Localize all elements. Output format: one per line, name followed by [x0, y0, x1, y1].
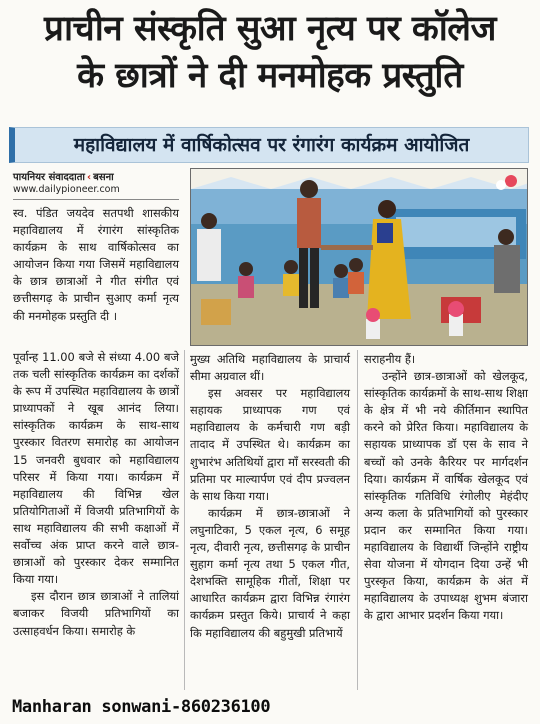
event-photo: [190, 168, 528, 346]
article-paragraph: पूर्वान्ह 11.00 बजे से संध्या 4.00 बजे तक चली सांस्कृतिक कार्यक्रम का दर्शकों के रूप में उपस्थित महाविद्यालय के छात्रों प्राध्यापकों ने खूब आनंद लिया। सांस्कृतिक कार्यक्रम के साथ-साथ पुरस्कार वितरण समारोह का आयोजन 15 जनवरी बुधवार को महाविद्यालय परिसर में किया गया। कार्यक्रम में महाविद्यालय की विभिन्न खेल प्रतियोगिताओं में विजयी प्रतिभागियों के साथ महाविद्यालय की सभी कक्षाओं में सर्वोच्च अंक प्राप्त करने वाले छात्र-छात्राओं को पुरस्कार देकर सम्मानित किया गया।: [13, 350, 179, 587]
column-divider: [184, 350, 185, 690]
article-column-1-top: [13, 205, 179, 325]
headline-line-1: प्राचीन संस्कृति सुआ नृत्य पर कॉलेज: [44, 9, 496, 49]
article-paragraph: इस अवसर पर महाविद्यालय सहायक प्राध्यापक गण एवं महाविद्यालय के कर्मचारी गण बड़ी तादाद में उपस्थित थे। कार्यक्रम का शुभारंभ अतिथियों द्वारा माँ सरस्वती की प्रतिमा पर माल्यार्पण एवं दीप प्रज्वलन के साथ किया गया।: [190, 386, 350, 503]
column-divider: [357, 350, 358, 690]
article-column-2: [190, 351, 350, 642]
article-paragraph: कार्यक्रम में छात्र-छात्राओं ने लघुनाटिका, 5 एकल नृत्य, 6 समूह नृत्य, दीवारी नृत्य, छत्तीसगढ़ के प्राचीन सुहाग कर्मा नृत्य तथा 5 एकल गीत, देशभक्ति सामूहिक गीतों, शिक्षा पर आधारित कार्यक्रम द्वारा विभिन्न रंगारंग कार्यक्रम प्रस्तुत किये। प्राचार्य ने कहा कि महाविद्यालय की बहुमुखी प्रतिभायें: [190, 505, 350, 640]
byline-place: बसना: [93, 172, 114, 183]
byline: [13, 169, 114, 183]
article-column-3: [364, 351, 528, 625]
website-url: www.dailypioneer.com: [13, 184, 120, 195]
article-paragraph: मुख्य अतिथि महाविद्यालय के प्राचार्य सीमा अग्रवाल थीं।: [190, 352, 350, 384]
article-paragraph: उन्होंने छात्र-छात्राओं को खेलकूद, सांस्कृतिक कार्यक्रमों के साथ-साथ शिक्षा के क्षेत्र में भी नये कीर्तिमान स्थापित करने को प्रेरित किया। महाविद्यालय के सहायक प्राध्यापक डॉ एस के साव ने बच्चों को उनके कैरियर पर मार्गदर्शन दिया। कार्यक्रम में वार्षिक खेलकूद एवं सांस्कृतिक गतिविधि रंगोलीए मेहंदीए अन्य कला के प्रतिभागियों को पुरस्कार प्रदान कर सम्मानित किया गया। महाविद्यालय के विद्यार्थी जिन्होंने राष्ट्रीय सेवा योजना में योगदान दिया उन्हें भी पुरस्कृत किया, कार्यक्रम के अंत में महाविद्यालय के उपाध्यक्ष शुभम बंजारा के द्वारा आभार प्रदर्शन किया गया।: [364, 369, 528, 623]
article-column-1: [13, 349, 179, 640]
byline-source: पायनियर संवाददाता: [13, 172, 85, 183]
subheadline: महाविद्यालय में वार्षिकोत्सव पर रंगारंग कार्यक्रम आयोजित: [9, 127, 529, 163]
headline: [8, 6, 532, 100]
event-photo-image: [191, 169, 528, 346]
article-paragraph: इस दौरान छात्र छात्राओं ने तालियां बजाकर विजयी प्रतिभागियों का उत्साहवर्धन किया। समारोह के: [13, 589, 179, 638]
chevron-left-icon: ‹: [87, 172, 92, 183]
article-paragraph: सराहनीय हैं।: [364, 352, 416, 366]
headline-line-2: के छात्रों ने दी मनमोहक प्रस्तुति: [77, 56, 463, 96]
watermark-signature: Manharan sonwani-860236100: [12, 697, 271, 717]
article-paragraph: स्व. पंडित जयदेव सतपथी शासकीय महाविद्यालय में रंगारंग सांस्कृतिक कार्यक्रम के साथ वार्षिकोत्सव का आयोजन किया गया जिसमें महाविद्यालय के छात्र छात्राओं ने गीत संगीत एवं छत्तीसगढ़ के प्राचीन सुआए कर्मा नृत्य की मनमोहक प्रस्तुति दी ।: [13, 206, 179, 323]
divider: [13, 199, 179, 200]
